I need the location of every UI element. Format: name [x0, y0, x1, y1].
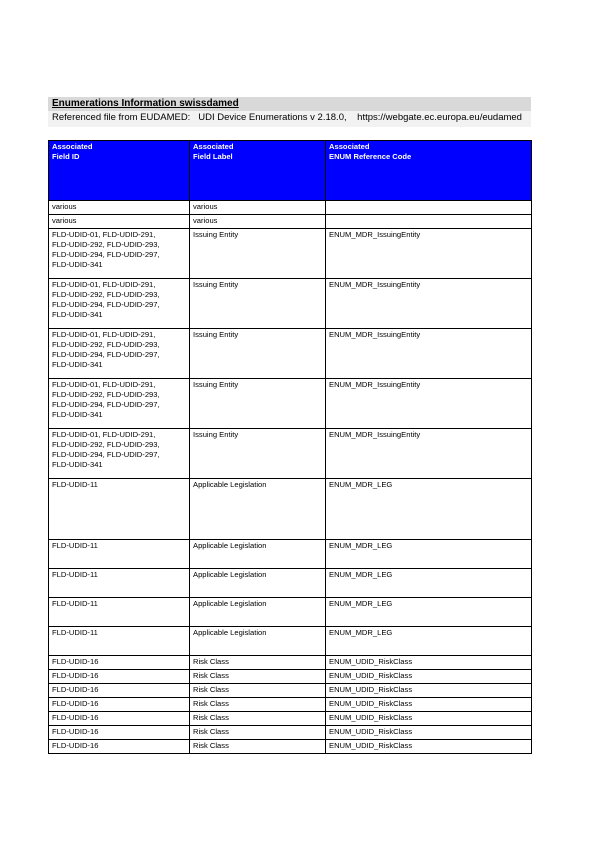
- cell-field-label: Applicable Legislation: [190, 479, 326, 540]
- table-row: [49, 670, 532, 684]
- cell-field-id: FLD-UDID-01, FLD-UDID-291, FLD-UDID-292, FLD-UDID-293, FLD-UDID-294, FLD-UDID-297, FLD-UDID-341: [49, 329, 190, 379]
- table-row: [49, 201, 532, 215]
- table-row: [49, 540, 532, 569]
- cell-enum-code: ENUM_UDID_RiskClass: [326, 656, 532, 670]
- cell-field-label: Risk Class: [190, 740, 326, 754]
- table-body: [49, 201, 532, 754]
- cell-field-label: Risk Class: [190, 670, 326, 684]
- cell-field-label: Applicable Legislation: [190, 569, 326, 598]
- cell-field-id: FLD-UDID-01, FLD-UDID-291, FLD-UDID-292, FLD-UDID-293, FLD-UDID-294, FLD-UDID-297, FLD-UDID-341: [49, 379, 190, 429]
- cell-field-label: Applicable Legislation: [190, 627, 326, 656]
- cell-field-label: various: [190, 215, 326, 229]
- cell-field-label: Issuing Entity: [190, 379, 326, 429]
- table-header-row: [49, 141, 532, 201]
- cell-field-id: FLD-UDID-11: [49, 479, 190, 540]
- cell-enum-code: ENUM_MDR_LEG: [326, 598, 532, 627]
- table-row: [49, 429, 532, 479]
- cell-enum-code: ENUM_MDR_LEG: [326, 479, 532, 540]
- cell-enum-code: ENUM_MDR_LEG: [326, 569, 532, 598]
- table-row: [49, 598, 532, 627]
- cell-field-id: FLD-UDID-16: [49, 712, 190, 726]
- cell-field-id: FLD-UDID-16: [49, 670, 190, 684]
- table-row: [49, 569, 532, 598]
- cell-field-label: Issuing Entity: [190, 329, 326, 379]
- cell-field-label: Risk Class: [190, 726, 326, 740]
- cell-field-label: Risk Class: [190, 684, 326, 698]
- cell-field-id: FLD-UDID-01, FLD-UDID-291, FLD-UDID-292, FLD-UDID-293, FLD-UDID-294, FLD-UDID-297, FLD-UDID-341: [49, 229, 190, 279]
- cell-field-id: FLD-UDID-01, FLD-UDID-291, FLD-UDID-292, FLD-UDID-293, FLD-UDID-294, FLD-UDID-297, FLD-UDID-341: [49, 279, 190, 329]
- cell-field-label: Applicable Legislation: [190, 598, 326, 627]
- cell-enum-code: ENUM_MDR_LEG: [326, 627, 532, 656]
- header-field-id: Associated Field ID: [49, 141, 190, 201]
- cell-enum-code: ENUM_MDR_IssuingEntity: [326, 229, 532, 279]
- cell-enum-code: ENUM_UDID_RiskClass: [326, 698, 532, 712]
- table-row: [49, 712, 532, 726]
- cell-field-id: FLD-UDID-11: [49, 627, 190, 656]
- cell-enum-code: [326, 201, 532, 215]
- table-row: [49, 627, 532, 656]
- cell-field-label: Issuing Entity: [190, 279, 326, 329]
- document-title: Enumerations Information swissdamed: [52, 98, 239, 109]
- enumerations-table: [48, 140, 532, 754]
- cell-field-label: Risk Class: [190, 698, 326, 712]
- table-row: [49, 329, 532, 379]
- cell-field-id: FLD-UDID-11: [49, 598, 190, 627]
- cell-enum-code: ENUM_MDR_IssuingEntity: [326, 379, 532, 429]
- cell-field-id: FLD-UDID-16: [49, 726, 190, 740]
- cell-field-id: FLD-UDID-16: [49, 698, 190, 712]
- cell-enum-code: [326, 215, 532, 229]
- cell-field-label: Applicable Legislation: [190, 540, 326, 569]
- cell-enum-code: ENUM_UDID_RiskClass: [326, 740, 532, 754]
- table-row: [49, 740, 532, 754]
- cell-enum-code: ENUM_UDID_RiskClass: [326, 712, 532, 726]
- cell-enum-code: ENUM_UDID_RiskClass: [326, 670, 532, 684]
- cell-enum-code: ENUM_UDID_RiskClass: [326, 726, 532, 740]
- table-row: [49, 229, 532, 279]
- table-row: [49, 726, 532, 740]
- cell-field-label: Issuing Entity: [190, 229, 326, 279]
- cell-field-id: FLD-UDID-16: [49, 684, 190, 698]
- cell-field-id: FLD-UDID-01, FLD-UDID-291, FLD-UDID-292, FLD-UDID-293, FLD-UDID-294, FLD-UDID-297, FLD-UDID-341: [49, 429, 190, 479]
- cell-enum-code: ENUM_MDR_IssuingEntity: [326, 279, 532, 329]
- table-row: [49, 279, 532, 329]
- cell-field-id: FLD-UDID-11: [49, 540, 190, 569]
- header-field-label: Associated Field Label: [190, 141, 326, 201]
- cell-enum-code: ENUM_MDR_LEG: [326, 540, 532, 569]
- cell-field-id: various: [49, 201, 190, 215]
- cell-field-label: various: [190, 201, 326, 215]
- cell-enum-code: ENUM_MDR_IssuingEntity: [326, 329, 532, 379]
- cell-enum-code: ENUM_UDID_RiskClass: [326, 684, 532, 698]
- cell-field-id: FLD-UDID-16: [49, 656, 190, 670]
- cell-field-id: FLD-UDID-11: [49, 569, 190, 598]
- table-row: [49, 215, 532, 229]
- cell-field-label: Risk Class: [190, 712, 326, 726]
- table-row: [49, 684, 532, 698]
- table-row: [49, 656, 532, 670]
- table-row: [49, 698, 532, 712]
- cell-enum-code: ENUM_MDR_IssuingEntity: [326, 429, 532, 479]
- reference-line: Referenced file from EUDAMED: UDI Device Enumerations v 2.18.0, https://webgate.ec.europa.eu/eudamed: [52, 112, 522, 123]
- cell-field-id: FLD-UDID-16: [49, 740, 190, 754]
- cell-field-label: Risk Class: [190, 656, 326, 670]
- table-row: [49, 479, 532, 540]
- header-enum-code: Associated ENUM Reference Code: [326, 141, 532, 201]
- table-row: [49, 379, 532, 429]
- cell-field-label: Issuing Entity: [190, 429, 326, 479]
- cell-field-id: various: [49, 215, 190, 229]
